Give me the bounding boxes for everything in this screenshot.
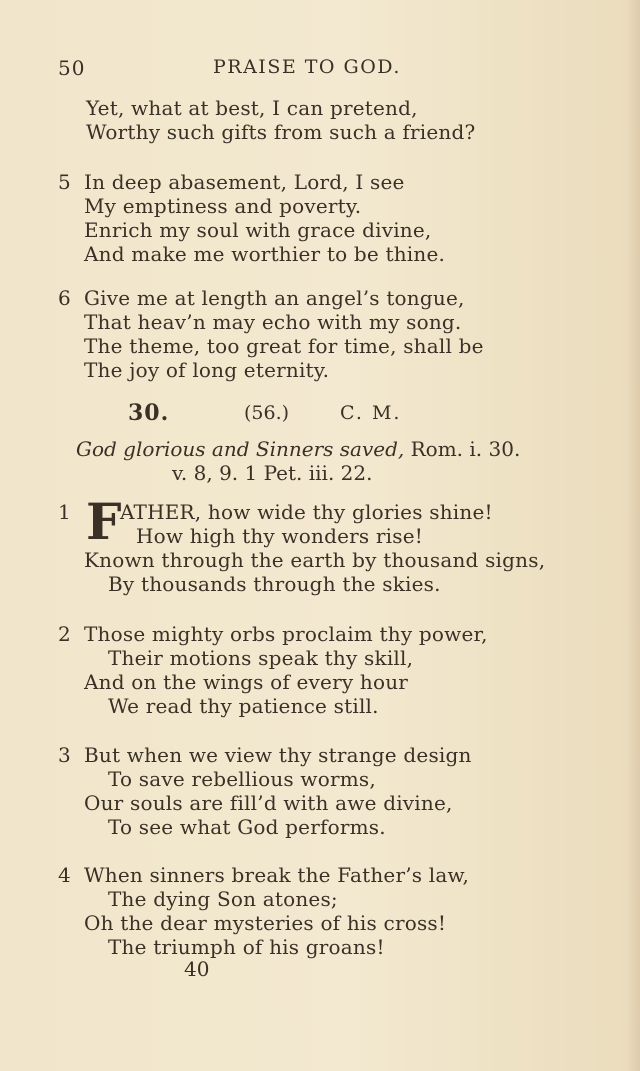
- page-header: [58, 56, 478, 88]
- tune-number: (56.): [244, 402, 290, 424]
- subtitle-text: God glorious and Sinners saved,: [76, 437, 405, 461]
- verse-line: But when we view thy strange design: [84, 743, 472, 767]
- page-number: 50: [58, 56, 86, 80]
- verse-line: ATHER, how wide thy glories shine!: [120, 500, 493, 524]
- verse-line: In deep abasement, Lord, I see: [84, 170, 405, 194]
- hymn-subtitle: [76, 437, 520, 461]
- signature-mark: 40: [184, 957, 210, 981]
- verse-line: Those mighty orbs proclaim thy power,: [84, 622, 488, 646]
- verse-number: 5: [58, 170, 71, 194]
- verse-line: Enrich my soul with grace divine,: [84, 218, 432, 242]
- verse-line: Worthy such gifts from such a friend?: [86, 120, 476, 144]
- verse-line: Oh the dear mysteries of his cross!: [84, 911, 447, 935]
- verse-number: 2: [58, 622, 71, 646]
- verse-line: The dying Son atones;: [108, 887, 338, 911]
- verse-line: That heav’n may echo with my song.: [84, 310, 462, 334]
- verse-line: We read thy patience still.: [108, 694, 379, 718]
- page-edge-shadow: [626, 0, 640, 1071]
- verse-number: 6: [58, 286, 71, 310]
- verse-line: When sinners break the Father’s law,: [84, 863, 470, 887]
- scripture-reference: Rom. i. 30.: [410, 437, 521, 461]
- verse-line: Their motions speak thy skill,: [108, 646, 414, 670]
- scripture-reference-continued: v. 8, 9. 1 Pet. iii. 22.: [172, 461, 373, 485]
- verse-line: The theme, too great for time, shall be: [84, 334, 484, 358]
- verse-line: Known through the earth by thousand signs,: [84, 548, 546, 572]
- verse-line: And on the wings of every hour: [84, 670, 409, 694]
- verse-number: 1: [58, 500, 71, 524]
- verse-line: Yet, what at best, I can pretend,: [86, 96, 418, 120]
- verse-number: 3: [58, 743, 71, 767]
- verse-line: Our souls are fill’d with awe divine,: [84, 791, 453, 815]
- verse-line: The joy of long eternity.: [84, 358, 330, 382]
- verse-line: Give me at length an angel’s tongue,: [84, 286, 465, 310]
- verse-line: To save rebellious worms,: [108, 767, 376, 791]
- verse-number: 4: [58, 863, 71, 887]
- verse-line: To see what God performs.: [108, 815, 386, 839]
- running-head: PRAISE TO GOD.: [213, 56, 401, 78]
- verse-line: By thousands through the skies.: [108, 572, 441, 596]
- meter: C. M.: [340, 402, 402, 424]
- verse-line: How high thy wonders rise!: [136, 524, 424, 548]
- hymn-number: 30.: [128, 400, 170, 426]
- verse-line: The triumph of his groans!: [108, 935, 385, 959]
- verse-line: And make me worthier to be thine.: [84, 242, 446, 266]
- verse-line: My emptiness and poverty.: [84, 194, 362, 218]
- drop-cap: F: [86, 492, 122, 551]
